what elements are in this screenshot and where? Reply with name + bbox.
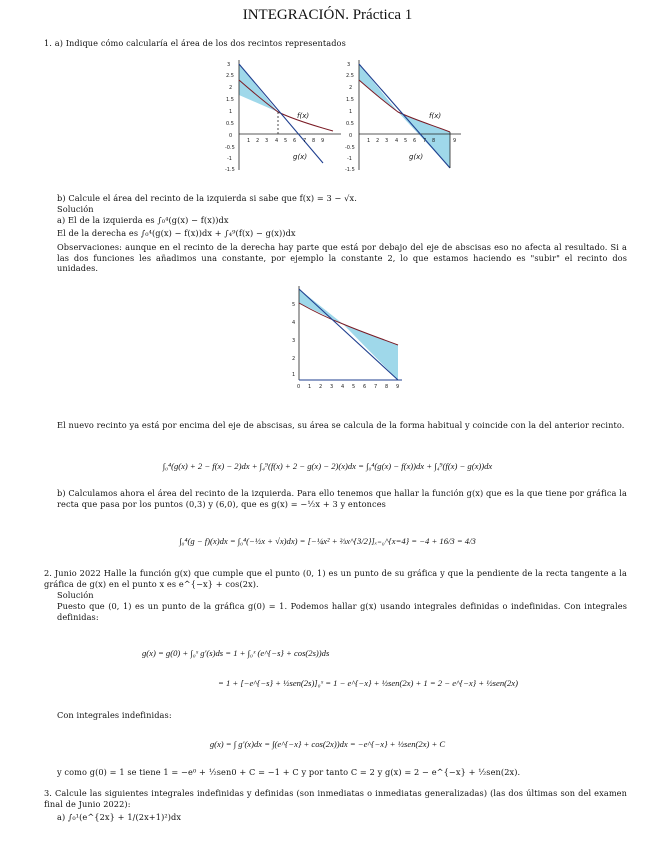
chart-right-tick-x: 4 (395, 138, 399, 144)
problem2-eq-line1: g(x) = g(0) + ∫₀ˣ g′(s)ds = 1 + ∫₀ˣ (e^{−s} + cos(2s))ds (142, 648, 330, 658)
chart-left-tick-y: -0.5 (225, 145, 235, 151)
chart-middle-tick-y: 5 (292, 302, 296, 308)
chart-left-tick-y: -1.5 (225, 167, 235, 172)
chart-right-tick-x: 7 (423, 138, 427, 144)
problem2-conclusion: y como g(0) = 1 se tiene 1 = −e⁰ + ½sen0 + C = −1 + C y por tanto C = 2 y g(x) = 2 − e^{−x} + ½sen(2x). (57, 767, 521, 777)
chart-right-tick-y: 2 (349, 85, 353, 91)
chart-left-tick-y: 1.5 (226, 97, 234, 103)
chart-right-tick-x: 6 (413, 138, 417, 144)
chart-middle-shaded-region-2 (343, 324, 398, 380)
chart-left-tick-x: 4 (275, 138, 279, 144)
chart-middle-tick-x: 8 (385, 384, 389, 390)
problem1-new-region: El nuevo recinto ya está por encima del eje de abscisas, su área se calcula de la forma habitual y coincide con la del anterior recinto. (57, 420, 625, 430)
chart-middle-tick-y: 4 (292, 320, 296, 326)
chart-right-tick-y: 0.5 (346, 121, 354, 127)
problem1-part-b: b) Calcule el área del recinto de la izquierda si sabe que f(x) = 3 − √x. (57, 193, 357, 203)
problem1-solution-label: Solución (57, 204, 94, 214)
chart-right-tick-y: 1 (349, 109, 353, 115)
chart-middle-tick-x: 1 (308, 384, 312, 390)
chart-left-tick-y: -1 (227, 156, 232, 162)
chart-middle-tick-x: 7 (374, 384, 378, 390)
chart-right-tick-y: -1.5 (345, 167, 355, 172)
chart-left-tick-x: 5 (284, 138, 288, 144)
chart-middle-tick-x: 2 (319, 384, 323, 390)
chart-left-line-g (239, 64, 323, 163)
chart-left-tick-x: 7 (303, 138, 307, 144)
problem2-indef-label: Con integrales indefinidas: (57, 710, 172, 720)
problem1-part-a: 1. a) Indique cómo calcularía el área de los dos recintos representados (44, 38, 346, 48)
chart-right-tick-x: 8 (432, 138, 436, 144)
problem3-item-a: a) ∫₀¹(e^{2x} + 1/(2x+1)²)dx (57, 812, 182, 822)
problem2-eq-indef: g(x) = ∫ g′(x)dx = ∫(e^{−x} + cos(2x))dx = −e^{−x} + ½sen(2x) + C (209, 739, 446, 749)
chart-right-tick-y: 2.5 (346, 73, 354, 79)
chart-middle-tick-x: 6 (363, 384, 367, 390)
equation-1: ∫₀⁴(g(x) + 2 − f(x) − 2)dx + ∫₄⁹(f(x) + 2 − g(x) − 2)(x)dx = ∫₀⁴(g(x) − f(x))dx + ∫₄⁹(f(x) − g(x))dx (162, 461, 493, 471)
chart-left-tick-x: 3 (265, 138, 269, 144)
chart-middle-tick-y: 1 (292, 372, 296, 378)
chart-right-tick-x: 2 (376, 138, 380, 144)
chart-middle-tick-y: 2 (292, 356, 296, 362)
chart-left-tick-y: 3 (227, 62, 231, 68)
chart-left-tick-x: 6 (293, 138, 297, 144)
equation-2: ∫₀⁴(g − f)(x)dx = ∫₀⁴(−½x + √x)dx) = [−¼x² + ⅔x^{3/2}]ₓ₌₀^{x=4} = −4 + 16/3 = 4/3 (179, 536, 476, 546)
chart-middle-tick-x: 5 (352, 384, 356, 390)
chart-right-tick-x: 1 (367, 138, 371, 144)
chart-right-tick-x: 9 (453, 138, 457, 144)
problem2-solution-label: Solución (57, 590, 94, 600)
chart-left-tick-x: 9 (321, 138, 325, 144)
chart-middle-tick-x: 0 (297, 384, 301, 390)
chart-left-tick-y: 2 (229, 85, 233, 91)
chart-left-tick-x: 8 (312, 138, 316, 144)
chart-right-g-label: g(x) (409, 153, 424, 161)
chart-left-tick-x: 2 (256, 138, 260, 144)
problem1-sol-right: El de la derecha es ∫₀⁴(g(x) − f(x))dx + ∫₄⁹(f(x) − g(x))dx (57, 228, 296, 238)
problem1-observations: Observaciones: aunque en el recinto de la derecha hay parte que está por debajo del eje de abscisas eso no afecta al resultado. Si a las dos funciones les añadimos una constante, por ejemplo la constante 2, lo que estamos haciendo es "subir" el recinto dos unidades. (57, 242, 627, 274)
chart-right-tick-x: 5 (404, 138, 408, 144)
problem1-part-b-solution: b) Calculamos ahora el área del recinto de la izquierda. Para ello tenemos que hallar la función g(x) que es la que tiene por gráfica la recta que pasa por los puntos (0,3) y (6,0), que es g(x) = −½x + 3 y entonces (57, 488, 627, 509)
chart-right-tick-y: 1.5 (346, 97, 354, 103)
chart-left-g-label: g(x) (293, 153, 308, 161)
chart-left-tick-y: 1 (229, 109, 233, 115)
chart-middle-tick-x: 9 (396, 384, 400, 390)
chart-right-tick-y: -1 (347, 156, 352, 162)
chart-middle (290, 284, 406, 390)
chart-middle-tick-x: 3 (330, 384, 334, 390)
chart-left-tick-x: 1 (247, 138, 251, 144)
chart-right-tick-y: -0.5 (345, 145, 355, 151)
chart-left-tick-y: 2.5 (226, 73, 234, 79)
chart-right (345, 58, 463, 172)
chart-left-f-label: f(x) (297, 112, 310, 120)
chart-left-tick-y: 0.5 (226, 121, 234, 127)
problem2-intro: Puesto que (0, 1) es un punto de la gráfica g(0) = 1. Podemos hallar g(x) usando integrales definidas o indefinidas. Con integrales definidas: (57, 601, 627, 622)
chart-right-tick-y: 3 (347, 62, 351, 68)
problem2-statement: 2. Junio 2022 Halle la función g(x) que cumple que el punto (0, 1) es un punto de su gráfica y que la pendiente de la recta tangente a la gráfica de g(x) en el punto x es e^{−x} + cos(2x). (44, 568, 627, 589)
chart-right-tick-y: 0 (349, 133, 353, 139)
chart-middle-line-g (299, 289, 398, 380)
chart-right-tick-x: 3 (385, 138, 389, 144)
chart-left-tick-y: 0 (229, 133, 233, 139)
problem2-eq-line2: = 1 + [−e^{−s} + ½sen(2s)]₀ˣ = 1 − e^{−x} + ½sen(2x) + 1 = 2 − e^{−x} + ½sen(2x) (218, 678, 518, 688)
chart-middle-tick-x: 4 (341, 384, 345, 390)
chart-left (225, 58, 343, 172)
page-title: INTEGRACIÓN. Práctica 1 (242, 7, 413, 23)
chart-right-f-label: f(x) (429, 112, 442, 120)
chart-middle-tick-y: 3 (292, 338, 296, 344)
problem1-sol-left: a) El de la izquierda es ∫₀⁴(g(x) − f(x))dx (57, 215, 229, 225)
problem3-statement: 3. Calcule las siguientes integrales indefinidas y definidas (son inmediatas o inmediatas generalizadas) (las dos últimas son del examen final de Junio 2022): (44, 788, 627, 809)
